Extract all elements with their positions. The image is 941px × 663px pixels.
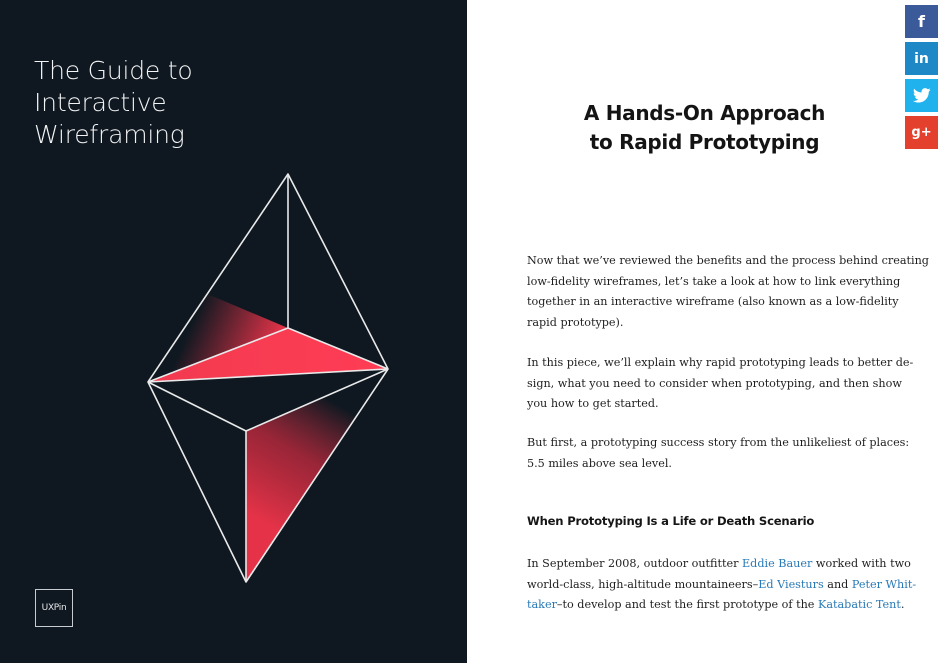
social-share-bar xyxy=(905,5,938,153)
peter-whittaker-link-continued[interactable]: taker xyxy=(527,598,557,611)
twitter-icon xyxy=(913,88,931,103)
story-paragraph xyxy=(527,554,917,616)
intro-paragraph xyxy=(527,251,929,333)
paragraph-line: rapid prototype). xyxy=(527,315,624,329)
paragraph-line: Now that we’ve reviewed the benefits and the process behind creating xyxy=(527,254,929,267)
uxpin-logo xyxy=(35,589,73,627)
facebook-icon: f xyxy=(918,12,925,31)
paragraph-line xyxy=(527,595,905,616)
paragraph-line: 5.5 miles above sea level. xyxy=(527,456,672,470)
paragraph-line: In this piece, we’ll explain why rapid prototyping leads to better de- xyxy=(527,356,914,369)
article-title xyxy=(537,99,872,157)
peter-whittaker-link[interactable]: Peter Whit- xyxy=(851,577,917,591)
facebook-share-button[interactable] xyxy=(905,5,938,38)
text-run: –to develop and test the first prototype of the xyxy=(556,598,818,611)
article-panel xyxy=(467,0,941,663)
article-title-line: to Rapid Prototyping xyxy=(589,130,820,154)
section-heading: When Prototyping Is a Life or Death Scenario xyxy=(527,514,815,528)
book-title-line: Wireframing xyxy=(34,120,185,149)
text-run: worked with two xyxy=(812,557,911,570)
paragraph-line: together in an interactive wireframe (also known as a low-fidelity xyxy=(527,295,899,308)
linkedin-share-button[interactable] xyxy=(905,42,938,75)
ed-viesturs-link[interactable]: Ed Viesturs xyxy=(758,577,824,591)
paragraph-line: sign, what you need to consider when prototyping, and then show xyxy=(527,376,902,390)
googleplus-icon: g+ xyxy=(911,125,932,140)
logo-text: UXPin xyxy=(41,603,67,613)
twitter-share-button[interactable] xyxy=(905,79,938,112)
cover-panel xyxy=(0,0,467,663)
paragraph-line xyxy=(527,575,917,596)
transition-paragraph xyxy=(527,433,910,474)
paragraph-line: low-fidelity wireframes, let’s take a look at how to link everything xyxy=(527,274,901,288)
eddie-bauer-link[interactable]: Eddie Bauer xyxy=(742,557,813,570)
text-run: In September 2008, outdoor outfitter xyxy=(527,557,743,570)
paragraph-line: you how to get started. xyxy=(527,397,659,410)
book-title-line: The Guide to xyxy=(34,56,193,85)
book-title xyxy=(34,55,334,151)
paragraph-line: But first, a prototyping success story from the unlikeliest of places: xyxy=(527,436,910,449)
linkedin-icon: in xyxy=(914,50,929,67)
article-title-line: A Hands-On Approach xyxy=(583,101,826,125)
googleplus-share-button[interactable] xyxy=(905,116,938,149)
text-run: world-class, high-altitude mountaineers– xyxy=(527,577,759,591)
overview-paragraph xyxy=(527,353,914,415)
katabatic-tent-link[interactable]: Katabatic Tent xyxy=(817,598,901,611)
text-run: . xyxy=(900,598,905,611)
paragraph-line xyxy=(527,554,911,575)
book-title-line: Interactive xyxy=(34,88,167,117)
text-run: and xyxy=(823,577,852,591)
